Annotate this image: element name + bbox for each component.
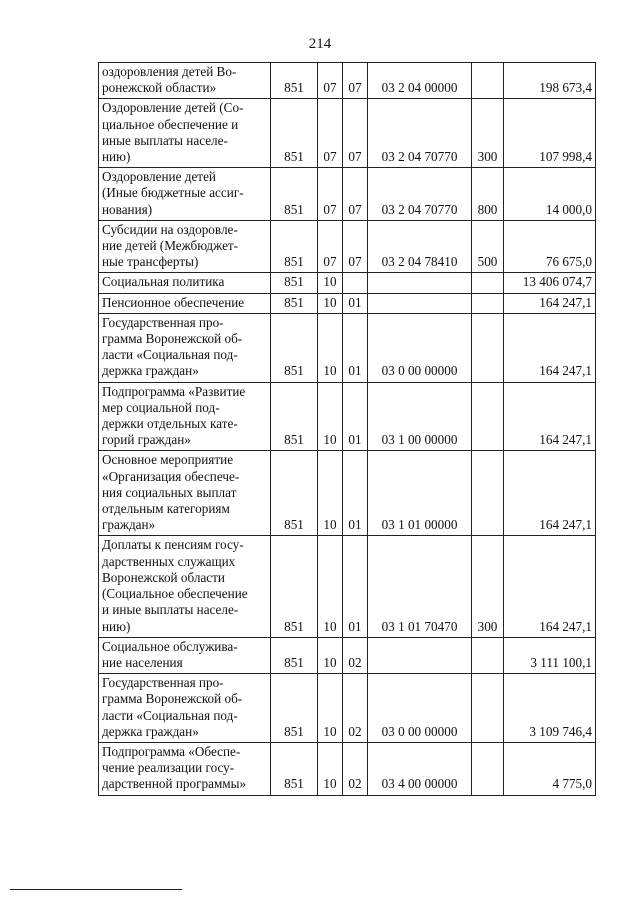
cell-admin-code: 851 xyxy=(271,637,318,673)
table-row xyxy=(99,273,596,293)
cell-subsection-code: 01 xyxy=(343,293,368,313)
cell-section-code: 10 xyxy=(318,742,343,795)
cell-amount: 164 247,1 xyxy=(504,536,596,637)
cell-expense-type: 300 xyxy=(472,99,504,168)
cell-amount: 164 247,1 xyxy=(504,382,596,451)
table-row xyxy=(99,536,596,637)
cell-section-code: 10 xyxy=(318,313,343,382)
cell-target-article xyxy=(368,293,472,313)
cell-target-article xyxy=(368,637,472,673)
cell-admin-code: 851 xyxy=(271,63,318,99)
cell-target-article: 03 2 04 70770 xyxy=(368,99,472,168)
cell-admin-code: 851 xyxy=(271,382,318,451)
cell-item-name: Основное мероприятие «Организация обеспече- ния социальных выплат отдельным категориям граждан» xyxy=(99,451,271,536)
cell-subsection-code: 02 xyxy=(343,742,368,795)
cell-admin-code: 851 xyxy=(271,168,318,221)
cell-target-article: 03 1 01 00000 xyxy=(368,451,472,536)
cell-subsection-code: 07 xyxy=(343,220,368,273)
cell-section-code: 10 xyxy=(318,536,343,637)
cell-target-article: 03 1 01 70470 xyxy=(368,536,472,637)
cell-section-code: 10 xyxy=(318,637,343,673)
table-row xyxy=(99,99,596,168)
table-row xyxy=(99,742,596,795)
cell-expense-type xyxy=(472,742,504,795)
cell-admin-code: 851 xyxy=(271,293,318,313)
cell-section-code: 10 xyxy=(318,674,343,743)
cell-target-article: 03 2 04 70770 xyxy=(368,168,472,221)
cell-subsection-code: 02 xyxy=(343,637,368,673)
cell-amount: 164 247,1 xyxy=(504,451,596,536)
cell-item-name: Пенсионное обеспечение xyxy=(99,293,271,313)
cell-section-code: 07 xyxy=(318,99,343,168)
table-row xyxy=(99,220,596,273)
cell-subsection-code: 01 xyxy=(343,382,368,451)
cell-admin-code: 851 xyxy=(271,99,318,168)
cell-item-name: Субсидии на оздоровле- ние детей (Межбюджет- ные трансферты) xyxy=(99,220,271,273)
cell-amount: 3 109 746,4 xyxy=(504,674,596,743)
cell-amount: 198 673,4 xyxy=(504,63,596,99)
cell-subsection-code: 07 xyxy=(343,63,368,99)
table-row xyxy=(99,674,596,743)
footnote-separator-line xyxy=(10,889,182,890)
cell-amount: 164 247,1 xyxy=(504,293,596,313)
cell-section-code: 07 xyxy=(318,63,343,99)
cell-expense-type xyxy=(472,451,504,536)
table-row xyxy=(99,293,596,313)
cell-target-article: 03 4 00 00000 xyxy=(368,742,472,795)
cell-item-name: Оздоровление детей (Со- циальное обеспечение и иные выплаты населе- нию) xyxy=(99,99,271,168)
cell-subsection-code: 01 xyxy=(343,313,368,382)
cell-amount: 4 775,0 xyxy=(504,742,596,795)
cell-subsection-code xyxy=(343,273,368,293)
cell-section-code: 10 xyxy=(318,382,343,451)
cell-expense-type: 300 xyxy=(472,536,504,637)
cell-expense-type xyxy=(472,382,504,451)
budget-table xyxy=(98,62,596,796)
cell-expense-type xyxy=(472,293,504,313)
cell-amount: 76 675,0 xyxy=(504,220,596,273)
cell-admin-code: 851 xyxy=(271,451,318,536)
cell-item-name: Подпрограмма «Обеспе- чение реализации госу- дарственной программы» xyxy=(99,742,271,795)
cell-expense-type xyxy=(472,63,504,99)
table-body xyxy=(99,63,596,796)
cell-target-article: 03 0 00 00000 xyxy=(368,674,472,743)
cell-expense-type: 800 xyxy=(472,168,504,221)
cell-item-name: Социальная политика xyxy=(99,273,271,293)
table-row xyxy=(99,382,596,451)
cell-admin-code: 851 xyxy=(271,674,318,743)
cell-amount: 107 998,4 xyxy=(504,99,596,168)
cell-admin-code: 851 xyxy=(271,313,318,382)
cell-section-code: 10 xyxy=(318,293,343,313)
cell-target-article: 03 0 00 00000 xyxy=(368,313,472,382)
cell-amount: 3 111 100,1 xyxy=(504,637,596,673)
cell-expense-type xyxy=(472,273,504,293)
cell-item-name: Государственная про- грамма Воронежской об- ласти «Социальная под- держка граждан» xyxy=(99,674,271,743)
cell-section-code: 10 xyxy=(318,451,343,536)
cell-target-article: 03 1 00 00000 xyxy=(368,382,472,451)
cell-item-name: оздоровления детей Во- ронежской области» xyxy=(99,63,271,99)
table-row xyxy=(99,637,596,673)
cell-section-code: 07 xyxy=(318,168,343,221)
cell-expense-type xyxy=(472,637,504,673)
table-row xyxy=(99,63,596,99)
cell-amount: 164 247,1 xyxy=(504,313,596,382)
table-row xyxy=(99,168,596,221)
cell-subsection-code: 01 xyxy=(343,451,368,536)
cell-subsection-code: 01 xyxy=(343,536,368,637)
cell-subsection-code: 07 xyxy=(343,168,368,221)
cell-admin-code: 851 xyxy=(271,536,318,637)
cell-expense-type: 500 xyxy=(472,220,504,273)
cell-section-code: 10 xyxy=(318,273,343,293)
cell-item-name: Подпрограмма «Развитие мер социальной под- держки отдельных кате- горий граждан» xyxy=(99,382,271,451)
cell-item-name: Государственная про- грамма Воронежской об- ласти «Социальная под- держка граждан» xyxy=(99,313,271,382)
cell-item-name: Оздоровление детей (Иные бюджетные ассиг- нования) xyxy=(99,168,271,221)
page-number: 214 xyxy=(308,36,332,52)
cell-amount: 14 000,0 xyxy=(504,168,596,221)
cell-admin-code: 851 xyxy=(271,742,318,795)
cell-target-article: 03 2 04 00000 xyxy=(368,63,472,99)
cell-target-article: 03 2 04 78410 xyxy=(368,220,472,273)
cell-item-name: Доплаты к пенсиям госу- дарственных служащих Воронежской области (Социальное обеспечение и иные выплаты населе- нию) xyxy=(99,536,271,637)
cell-amount: 13 406 074,7 xyxy=(504,273,596,293)
cell-item-name: Социальное обслужива- ние населения xyxy=(99,637,271,673)
cell-admin-code: 851 xyxy=(271,273,318,293)
table-row xyxy=(99,313,596,382)
cell-section-code: 07 xyxy=(318,220,343,273)
cell-expense-type xyxy=(472,313,504,382)
table-row xyxy=(99,451,596,536)
cell-admin-code: 851 xyxy=(271,220,318,273)
cell-expense-type xyxy=(472,674,504,743)
cell-subsection-code: 02 xyxy=(343,674,368,743)
cell-subsection-code: 07 xyxy=(343,99,368,168)
cell-target-article xyxy=(368,273,472,293)
